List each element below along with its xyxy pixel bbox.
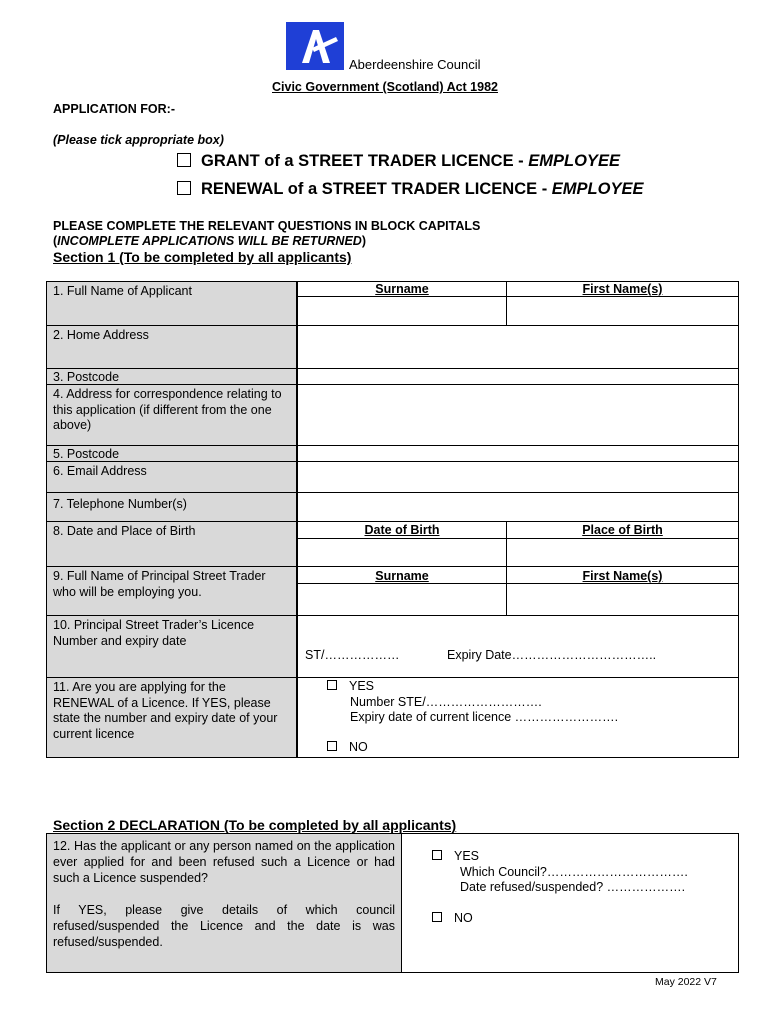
q2-label: 2. Home Address bbox=[46, 325, 297, 369]
q5-label: 5. Postcode bbox=[46, 445, 297, 462]
section2-title: Section 2 DECLARATION (To be completed by all applicants) bbox=[53, 817, 457, 833]
council-name: Aberdeenshire Council bbox=[349, 57, 481, 72]
renewal-checkbox[interactable] bbox=[177, 181, 191, 195]
q12-which-council[interactable]: Which Council?……………………………. bbox=[460, 865, 688, 879]
q11-no-option[interactable] bbox=[327, 740, 368, 754]
q6-email-input[interactable] bbox=[297, 461, 739, 493]
q11-no-checkbox[interactable] bbox=[327, 741, 337, 751]
section1-title: Section 1 (To be completed by all applicants) bbox=[53, 249, 352, 265]
q9-label: 9. Full Name of Principal Street Trader who will be employing you. bbox=[46, 566, 297, 616]
q8-pob-header: Place of Birth bbox=[506, 521, 739, 539]
q11-no-label: NO bbox=[349, 740, 368, 754]
q11-yes-option[interactable] bbox=[327, 679, 374, 693]
q11-yes-checkbox[interactable] bbox=[327, 680, 337, 690]
incomplete-note bbox=[53, 234, 366, 248]
q1-surname-header: Surname bbox=[297, 281, 507, 297]
option-grant bbox=[177, 152, 620, 171]
q9-firstname-input[interactable] bbox=[506, 583, 739, 616]
q11-yes-label: YES bbox=[349, 679, 375, 693]
tick-note: (Please tick appropriate box) bbox=[53, 133, 224, 147]
q10-st-field[interactable]: ST/……………… bbox=[305, 648, 400, 662]
q11-label: 11. Are you are applying for the RENEWAL of a Licence. If YES, please state the number and expiry date of your current licence bbox=[46, 677, 297, 758]
q8-label: 8. Date and Place of Birth bbox=[46, 521, 297, 567]
q9-firstname-header: First Name(s) bbox=[506, 566, 739, 584]
q7-telephone-input[interactable] bbox=[297, 492, 739, 522]
q9-surname-header: Surname bbox=[297, 566, 507, 584]
q10-expiry-field[interactable]: Expiry Date…………………………….. bbox=[447, 648, 657, 662]
q11-expiry-current[interactable]: Expiry date of current licence ……………………. bbox=[350, 710, 619, 724]
q12-yes-checkbox[interactable] bbox=[432, 850, 442, 860]
q12-details-text: If YES, please give details of which council refused/suspended the Licence and the date is was refused/suspended. bbox=[53, 903, 395, 949]
q10-label: 10. Principal Street Trader’s Licence Number and expiry date bbox=[46, 615, 297, 678]
q12-question-text: 12. Has the applicant or any person named on the application ever applied for and been refused such a Licence or had such a Licence suspended? bbox=[53, 839, 395, 885]
q4-correspondence-address-input[interactable] bbox=[297, 384, 739, 446]
q1-surname-input[interactable] bbox=[297, 296, 507, 326]
grant-checkbox[interactable] bbox=[177, 153, 191, 167]
q1-firstname-input[interactable] bbox=[506, 296, 739, 326]
block-capitals-note: PLEASE COMPLETE THE RELEVANT QUESTIONS IN BLOCK CAPITALS bbox=[53, 219, 481, 233]
incomplete-close: ) bbox=[361, 234, 366, 248]
council-logo bbox=[286, 22, 344, 70]
incomplete-text: INCOMPLETE APPLICATIONS WILL BE RETURNED bbox=[57, 234, 362, 248]
q3-label: 3. Postcode bbox=[46, 368, 297, 385]
q12-no-label: NO bbox=[454, 911, 473, 925]
q1-firstname-header: First Name(s) bbox=[506, 281, 739, 297]
council-logo-icon bbox=[286, 22, 344, 70]
q8-dob-header: Date of Birth bbox=[297, 521, 507, 539]
q11-number-ste[interactable]: Number STE/………………………. bbox=[350, 695, 542, 709]
q3-postcode-input[interactable] bbox=[297, 368, 739, 385]
q12-yes-label: YES bbox=[454, 849, 480, 863]
q8-pob-input[interactable] bbox=[506, 538, 739, 567]
q10-licence-cell bbox=[297, 615, 739, 678]
q8-dob-input[interactable] bbox=[297, 538, 507, 567]
option-renewal-employee: EMPLOYEE bbox=[551, 180, 644, 198]
q9-surname-input[interactable] bbox=[297, 583, 507, 616]
q12-question bbox=[46, 833, 402, 973]
q12-no-option[interactable] bbox=[432, 911, 473, 925]
q5-postcode-input[interactable] bbox=[297, 445, 739, 462]
option-renewal-label: RENEWAL of a STREET TRADER LICENCE - bbox=[201, 180, 552, 198]
q12-yes-option[interactable] bbox=[432, 849, 479, 863]
act-title: Civic Government (Scotland) Act 1982 bbox=[272, 80, 498, 94]
option-grant-employee: EMPLOYEE bbox=[528, 152, 620, 170]
q7-label: 7. Telephone Number(s) bbox=[46, 492, 297, 522]
option-renewal bbox=[177, 180, 643, 199]
incomplete-open: ( bbox=[53, 234, 58, 248]
q1-label: 1. Full Name of Applicant bbox=[46, 281, 297, 326]
q2-home-address-input[interactable] bbox=[297, 325, 739, 369]
application-for-label: APPLICATION FOR:- bbox=[53, 102, 175, 116]
option-grant-label: GRANT of a STREET TRADER LICENCE - bbox=[201, 152, 529, 170]
q6-label: 6. Email Address bbox=[46, 461, 297, 493]
version-footer: May 2022 V7 bbox=[655, 976, 717, 988]
q4-label: 4. Address for correspondence relating to this application (if different from the one above) bbox=[46, 384, 297, 446]
q12-date-refused[interactable]: Date refused/suspended? ………………. bbox=[460, 880, 686, 894]
q12-no-checkbox[interactable] bbox=[432, 912, 442, 922]
